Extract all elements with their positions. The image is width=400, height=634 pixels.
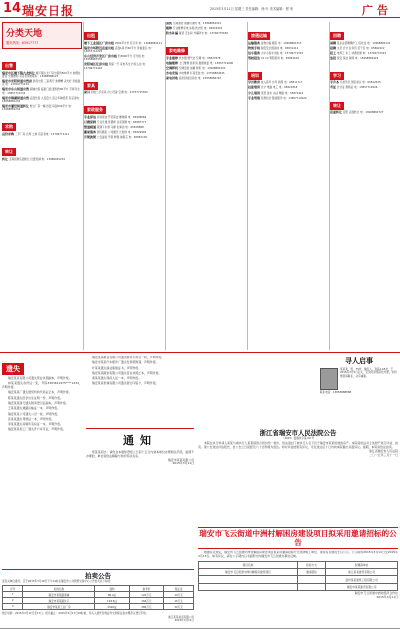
table-cell: 邀请招标 bbox=[297, 568, 325, 575]
table-row bbox=[3, 604, 194, 610]
classified-ad bbox=[248, 92, 328, 95]
classified-ad bbox=[248, 81, 328, 84]
notice-title: 通知 bbox=[123, 434, 157, 447]
classified-ad bbox=[330, 52, 398, 55]
ad-text: 会计证 教师证 电：13857712626 bbox=[336, 86, 378, 90]
column-body bbox=[166, 22, 246, 80]
lost-heading: 遗失 bbox=[2, 363, 24, 375]
table-header-cell: 标的名称 bbox=[23, 586, 95, 592]
classified-ad bbox=[330, 42, 398, 45]
classified-ad bbox=[248, 57, 328, 60]
classified-ad bbox=[84, 47, 164, 54]
ad-text: 高价回收旧家电 电：15958886767 bbox=[178, 77, 222, 81]
table-header-cell: 招标方式 bbox=[297, 561, 325, 568]
classified-ad bbox=[2, 158, 82, 161]
ad-title: 技能培训 bbox=[248, 85, 261, 90]
lost-item: 瑞安某某机械有限公司遗失银行印鉴卡，声明作废。 bbox=[92, 381, 159, 386]
ad-text: 专业月嫂 育婴师 住家保姆 电：65887777 bbox=[96, 120, 147, 124]
ad-title: 瑞安市东山街道出售 bbox=[2, 87, 30, 92]
category-heading: 转让 bbox=[2, 148, 16, 156]
lost-item: 张某某遗失驾驶证一本，声明作废。 bbox=[8, 416, 55, 421]
ad-text: 专业维修家电 冰箱 洗衣机 电：65823434 bbox=[172, 27, 223, 31]
ad-text: 约3000平方 可分租 电：15958883333 bbox=[84, 54, 147, 62]
ad-text: 英语 美术 书法 舞蹈 电：65871919 bbox=[260, 91, 304, 95]
table-cell: 1520㎡ bbox=[95, 604, 129, 610]
bid-announcement bbox=[198, 551, 398, 627]
ad-title: 清洗 bbox=[166, 22, 173, 25]
category-heading: 家政服务 bbox=[84, 106, 106, 114]
category-heading: 家具 bbox=[84, 82, 98, 90]
category-heading: 转让 bbox=[330, 102, 344, 110]
ad-text: 水电维修 灯具安装 电：13758884545 bbox=[178, 72, 225, 76]
lost-item: 叶某某遗失渔业船舶证书，声明作废。 bbox=[92, 365, 142, 370]
ad-title: 少儿培训 bbox=[248, 90, 261, 95]
ad-title: 瑞安市安阳街道出售房 bbox=[2, 78, 33, 83]
ad-text: 两室一厅 家电齐全 拎包入住 电：13706774444 bbox=[84, 63, 148, 70]
classified-ad bbox=[330, 111, 398, 114]
table-row bbox=[199, 568, 398, 575]
classified-ad bbox=[84, 121, 164, 124]
category-heading: 学习 bbox=[330, 72, 344, 80]
table-row bbox=[199, 583, 398, 590]
classified-column-2 bbox=[84, 22, 164, 350]
lost-list bbox=[2, 377, 82, 432]
category-heading: 招聘 bbox=[330, 32, 344, 40]
ad-title: 月嫂保姆 bbox=[84, 119, 97, 124]
classified-hotline: 服务热线：65917777 bbox=[6, 41, 39, 45]
ad-title: 开锁换锁 bbox=[84, 135, 97, 140]
classified-ad bbox=[166, 62, 246, 65]
ad-text: 塘下镇九龙厂房出售约500平方 地理位置佳 交通便利 有意者请电联系：13968888123 bbox=[2, 71, 81, 78]
table-header-cell: 参考价 bbox=[129, 586, 164, 592]
ad-title: 电脑维修 bbox=[166, 60, 179, 65]
ad-title: 高价求购 bbox=[2, 131, 15, 136]
table-header-cell: 拟邀请单位 bbox=[326, 561, 398, 568]
table-cell: 瑞安市某某路商铺 bbox=[23, 592, 95, 598]
ad-text: 店面1间 约40平方 价格面议 电：13857712222 bbox=[84, 46, 154, 53]
court-signer: 浙江省瑞安市人民法院 bbox=[369, 448, 398, 453]
table-cell: 30万元 bbox=[164, 604, 194, 610]
lost-item: 李某某遗失房屋所有权证一本，声明作废。 bbox=[8, 422, 63, 427]
ad-text: 某企业招聘操作工 包吃住 电：13968882121 bbox=[336, 41, 391, 45]
court-date: 二〇一五年三月十一日 bbox=[369, 452, 398, 457]
bid-table-header bbox=[199, 561, 398, 568]
ad-text: 家庭保洁 开荒保洁 擦玻璃 电：65996666 bbox=[96, 115, 147, 119]
court-announcement bbox=[198, 429, 398, 525]
classified-ad bbox=[84, 42, 164, 45]
lost-item: 瑞安市某某汽车配件厂遗失发票领购簿，声明作废。 bbox=[92, 360, 159, 365]
classified-ad bbox=[2, 72, 82, 79]
classified-ad bbox=[84, 126, 164, 129]
table-header-cell: 项目名称 bbox=[199, 561, 298, 568]
lost-item: 王某某遗失道路运输证一本，声明作废。 bbox=[8, 406, 61, 411]
ad-title: 包车服务 bbox=[248, 50, 261, 55]
seek-person-box bbox=[320, 356, 398, 428]
ad-title: 东山经济开发区厂房出租 bbox=[84, 53, 118, 58]
classified-ad bbox=[248, 42, 328, 45]
auction-title: 拍卖公告 bbox=[85, 572, 111, 580]
classified-ad bbox=[166, 27, 246, 30]
table-header-cell: 保证金 bbox=[164, 586, 194, 592]
classified-title-box bbox=[2, 22, 82, 49]
ad-title: 学历教育 bbox=[248, 80, 261, 85]
classified-ad bbox=[330, 86, 398, 89]
section-title: 广告 bbox=[362, 4, 392, 17]
table-header-cell: 面积 bbox=[95, 586, 129, 592]
ad-text: 瑞安至全国各地 电：65831414 bbox=[260, 46, 299, 50]
ad-text: 会计 电脑 电工 电：65821818 bbox=[260, 86, 298, 90]
lost-item: 瑞安某某加工厂遗失开户许可证，声明作废。 bbox=[8, 427, 66, 432]
classified-ad bbox=[84, 55, 164, 62]
table-cell: 128.5㎡ bbox=[95, 598, 129, 604]
ad-title: 专业驾培 bbox=[248, 95, 261, 100]
lost-item: 瑞安某某服饰有限公司遗失营业执照正本，声明作废。 bbox=[92, 370, 162, 375]
ad-title: 招工 bbox=[330, 50, 337, 55]
ad-title: 瑞安市区塘下镇九龙转让 bbox=[2, 70, 36, 75]
seek-body: 某某某，男，75岁，瑞安人，身高1.65米，于2015年3月5日走失，走失时身穿深色外套，有知情者请联系，必有重谢。 bbox=[340, 368, 397, 378]
ad-text: 公安备案 开锁 修锁 换锁芯 电：65881100 bbox=[96, 136, 148, 140]
ad-title: 家具 bbox=[84, 90, 91, 95]
ad-text: 疏通下水道 马桶 化粪池 电：65818888 bbox=[96, 126, 144, 130]
ad-text: 商铺出售 临街门面 面积约80平方 手续齐全 电：13857711234 bbox=[2, 88, 80, 95]
court-body: 本院在执行申请人某某与被执行人某某借款合同纠纷一案中，依法查封了被执行人名下位于瑞安市某某街道的房产。本院将依法对上述财产进行评估、拍卖。现公告送达评估报告，自公告之日起经过六十日即视为送达。如对评估结果有异议，可在送达后十日内向本院提出书面异议。逾期，本院将依法拍卖。 bbox=[198, 441, 398, 450]
ad-title: 急招 bbox=[330, 55, 337, 60]
ad-title: 瑞安市锦湖街道出售 bbox=[2, 95, 30, 100]
lost-item: 陈某某遗失医学出生证明一份，声明作废。 bbox=[8, 395, 63, 400]
classified-column-1 bbox=[2, 22, 82, 350]
classified-ad bbox=[84, 116, 164, 119]
classified-ad bbox=[2, 88, 82, 95]
bid-signer: 瑞安市飞云街道中洲村经济合作社 bbox=[354, 591, 398, 596]
newspaper-brand: 瑞安日报 bbox=[22, 4, 75, 18]
column-body bbox=[84, 22, 164, 140]
table-cell bbox=[297, 583, 325, 590]
ad-text: 热水器 燃气灶 空调 电：65827878 bbox=[178, 56, 221, 60]
ad-text: 成人高考 自考 函授 电：65811717 bbox=[260, 81, 303, 85]
ad-text: 名校学历 国家承认 电：65812525 bbox=[339, 81, 381, 85]
ad-title: 考证 bbox=[330, 85, 337, 90]
classified-title: 分类天地 bbox=[6, 29, 43, 39]
notice-signer: 瑞安市某某有限公司 bbox=[167, 457, 194, 462]
ad-title: 空调移机 bbox=[166, 65, 179, 70]
column-body bbox=[248, 22, 328, 100]
section-divider bbox=[0, 352, 400, 353]
category-heading: 出租 bbox=[84, 32, 98, 40]
ad-text: 安阳 店面转让 电：13968882727 bbox=[342, 111, 384, 115]
court-title: 浙江省瑞安市人民法院公告 bbox=[259, 429, 337, 437]
ad-text: 居民搬家 公司搬迁 长短途 电：65829999 bbox=[96, 131, 147, 135]
ad-text: 转让厂房一幢 四层 每层600平方 电：13968881234 bbox=[2, 105, 74, 112]
court-case-number: （2015）温瑞执字第 00 号 bbox=[281, 437, 315, 440]
ad-title: 家电回收 bbox=[166, 76, 179, 81]
table-cell: 瑞安市飞云街道中洲村解困房建设项目 bbox=[199, 568, 298, 575]
ad-text: 二手厂房 仓库 土地 有意者电：13706771111 bbox=[14, 132, 70, 136]
category-heading: 家电维修 bbox=[166, 47, 188, 55]
auction-footer: 展示时间：2015年3月12日至17日。报名截止：2015年3月17日16时前，竞买人须凭有效证件交纳保证金办理竞买登记手续。 bbox=[2, 612, 149, 616]
table-cell: 2 bbox=[3, 598, 23, 604]
ad-title: 招聘 bbox=[330, 45, 337, 50]
ad-text: 上门维修 装系统 数据恢复 电：13857719090 bbox=[178, 61, 234, 65]
classified-ad bbox=[84, 136, 164, 139]
classified-ad bbox=[248, 86, 328, 89]
classified-column-4 bbox=[248, 22, 328, 350]
classified-ad bbox=[84, 63, 164, 70]
classified-ad bbox=[166, 32, 246, 35]
missing-person-photo bbox=[320, 368, 338, 390]
ad-title: 运输服务 bbox=[248, 40, 261, 45]
ad-text: 大中小客车出租 电：13706771515 bbox=[260, 51, 304, 55]
lost-item: 瑞安某某厂遗失组织机构代码证正本，声明作废。 bbox=[8, 390, 72, 395]
bid-title: 瑞安市飞云街道中洲村解困房建设项目拟采用邀请招标的公告 bbox=[199, 529, 397, 547]
table-cell: 浙江某某建设有限公司 bbox=[326, 568, 398, 575]
table-cell: 380万元 bbox=[129, 604, 164, 610]
auction-table bbox=[2, 585, 194, 610]
lost-item: 瑞安某某有限公司遗失营业执照副本，声明作废。 bbox=[8, 376, 72, 380]
auction-announcement bbox=[2, 569, 194, 627]
bid-date: 2015年3月11日 bbox=[376, 594, 398, 599]
ad-text: 电焊工 车工 待遇优厚 电：13706772323 bbox=[336, 51, 387, 55]
seek-title: 寻人启事 bbox=[345, 357, 373, 365]
ad-title: 诚聘 bbox=[330, 40, 337, 45]
ad-text: 玉海街道店面转让 位置优越 电：13989991234 bbox=[8, 157, 65, 161]
ad-title: 维修 bbox=[166, 26, 173, 31]
ad-text: 包教包会 随到随学 电：13857712020 bbox=[260, 96, 307, 100]
issue-meta: 2015年3月11日 星期三 责任编辑：徐 叶 美术编辑：程 荣 bbox=[210, 7, 294, 11]
ad-title: 搬家服务 bbox=[84, 130, 97, 135]
table-cell bbox=[297, 576, 325, 583]
lost-item: 瑞安某某鞋业有限公司遗失财务专用章一枚，声明作废。 bbox=[92, 356, 165, 359]
classified-ad bbox=[2, 80, 82, 87]
table-cell: 156万元 bbox=[129, 598, 164, 604]
notice-box bbox=[86, 428, 194, 508]
classified-column-5 bbox=[330, 22, 398, 350]
table-cell bbox=[199, 576, 298, 583]
ad-title: 物流专线 bbox=[248, 45, 261, 50]
ad-text: 保安 保洁 厨师 电：15958882424 bbox=[336, 56, 379, 60]
table-cell: 3 bbox=[3, 604, 23, 610]
ad-text: 文员 会计 业务员 若干名 电：65862222 bbox=[336, 46, 385, 50]
table-cell: 10万元 bbox=[164, 592, 194, 598]
category-heading: 培训 bbox=[248, 72, 262, 80]
ad-text: 回收二手家具 办公设备 空调 电：13757715555 bbox=[90, 91, 148, 95]
ad-title: 驾校招生 bbox=[248, 55, 261, 60]
ad-text: 货物运输 搬家 电：13968881313 bbox=[260, 41, 302, 45]
lost-notices bbox=[2, 356, 82, 566]
notice-body: 郑某某同志：请你自本通知登报之日起十五日内到本单位办理相关手续，逾期不办理的，单位将依法解除与你的劳动关系。 bbox=[86, 450, 194, 458]
ad-title: 塘下工业园区厂房出租 bbox=[84, 40, 115, 45]
ad-title: 管道疏通 bbox=[84, 125, 97, 130]
ad-title: 防水补漏 bbox=[166, 31, 179, 36]
ad-text: 屋顶 卫生间 外墙防水 电：13706775656 bbox=[178, 32, 229, 36]
ad-text: 空调安装 加氟 移机 电：13968882323 bbox=[178, 66, 226, 70]
lost-item: 瑞安某某商行遗失税务登记证副本，声明作废。 bbox=[8, 400, 69, 405]
classified-ad bbox=[330, 57, 398, 60]
auction-signer: 浙江某某拍卖有限公司 bbox=[168, 615, 194, 619]
ad-text: 套房出售 三室两厅 装修精 采光好 价格面议 电：13706771234 bbox=[2, 79, 81, 87]
table-row bbox=[199, 576, 398, 583]
ad-text: 店面急售 人流量大 适合多种经营 有意者电：15858881234 bbox=[2, 96, 82, 103]
classified-ad bbox=[166, 22, 246, 25]
ad-text: 空调清洗 油烟机清洗 电：13868881212 bbox=[172, 22, 222, 25]
ad-title: 专业保洁 bbox=[84, 114, 97, 119]
bid-body: 根据有关规定，瑞安市飞云街道中洲村解困房建设项目拟采用邀请招标方式选择施工单位，现将有关情况予以公示，公示期为2015年3月11日至2015年3月15日。如有异议，请在公示期内以书面形式向瑞安市飞云街道办事处反映。 bbox=[198, 551, 398, 558]
ad-text: C1 C2 驾照培训 电：65861616 bbox=[260, 56, 300, 60]
table-cell: 瑞安市某某路住宅 bbox=[23, 598, 95, 604]
classified-ad bbox=[166, 77, 246, 80]
ad-title: 店面转让 bbox=[330, 110, 343, 115]
classified-ad bbox=[166, 57, 246, 60]
category-heading: 出售 bbox=[2, 62, 16, 70]
table-cell: 瑞安市某某建设有限公司 bbox=[326, 583, 398, 590]
bid-title-box bbox=[198, 527, 398, 549]
auction-date: 2015年3月11日 bbox=[174, 618, 194, 622]
ad-title: 安阳城区住房出租 bbox=[84, 62, 109, 67]
classified-column-3 bbox=[166, 22, 246, 350]
table-cell: 温州某某建筑工程有限公司 bbox=[326, 576, 398, 583]
classified-ad bbox=[166, 72, 246, 75]
page-footer-rule bbox=[0, 628, 400, 634]
table-cell: 120万元 bbox=[129, 592, 164, 598]
lost-item: 瑞安某某公司遗失公章一枚，声明作废。 bbox=[8, 411, 61, 416]
column-body bbox=[2, 52, 82, 161]
lost-list-continued bbox=[86, 356, 166, 386]
notice-date: 2015年3月11日 bbox=[172, 461, 194, 466]
ad-title: 瑞安市场附近店面出租 bbox=[84, 45, 115, 50]
table-cell: 86.2㎡ bbox=[95, 592, 129, 598]
classified-ad bbox=[84, 131, 164, 134]
page-number: 14 bbox=[3, 1, 22, 16]
column-body bbox=[330, 22, 398, 114]
table-cell bbox=[199, 583, 298, 590]
classified-ad bbox=[2, 97, 82, 104]
lost-item: 黄某某遗失残疾人证一本，声明作废。 bbox=[92, 376, 142, 381]
table-cell: 1 bbox=[3, 592, 23, 598]
ad-title: 瑞安市潘岱街道转让 bbox=[2, 104, 30, 109]
category-heading: 求购 bbox=[2, 123, 16, 131]
lost-item: 林某某遗失身份证一张，号码3303811975****1234，声明作废。 bbox=[2, 381, 82, 390]
ad-title: 专升本 bbox=[330, 80, 340, 85]
ad-title: 转让 bbox=[2, 156, 9, 161]
table-cell: 15万元 bbox=[164, 598, 194, 604]
classified-ad bbox=[2, 105, 82, 112]
ad-title: 水电安装 bbox=[166, 71, 179, 76]
table-header-cell: 序号 bbox=[3, 586, 23, 592]
classified-ad bbox=[84, 91, 164, 94]
bid-table bbox=[198, 561, 398, 592]
auction-intro: 受有关单位委托，定于2015年3月18日下午14时在瑞安市公共资源交易中心公开拍卖以下标的： bbox=[2, 580, 113, 583]
ad-text: 2500平方米 有行车 电：13968881111 bbox=[114, 41, 162, 45]
table-cell: 瑞安市某某工业厂房 bbox=[23, 604, 95, 610]
category-heading: 旅通运输 bbox=[248, 32, 270, 40]
classified-ad bbox=[248, 97, 328, 100]
lost-notices-continued bbox=[86, 356, 166, 426]
classified-ad bbox=[248, 47, 328, 50]
classified-ad bbox=[2, 133, 82, 136]
seek-contact: 联系电话：13858888888 bbox=[320, 391, 352, 394]
classified-ad bbox=[248, 52, 328, 55]
classified-ad bbox=[330, 47, 398, 50]
page-header bbox=[0, 0, 400, 18]
ad-title: 专业维修 bbox=[166, 55, 179, 60]
classified-ad bbox=[166, 67, 246, 70]
classified-ad bbox=[330, 81, 398, 84]
